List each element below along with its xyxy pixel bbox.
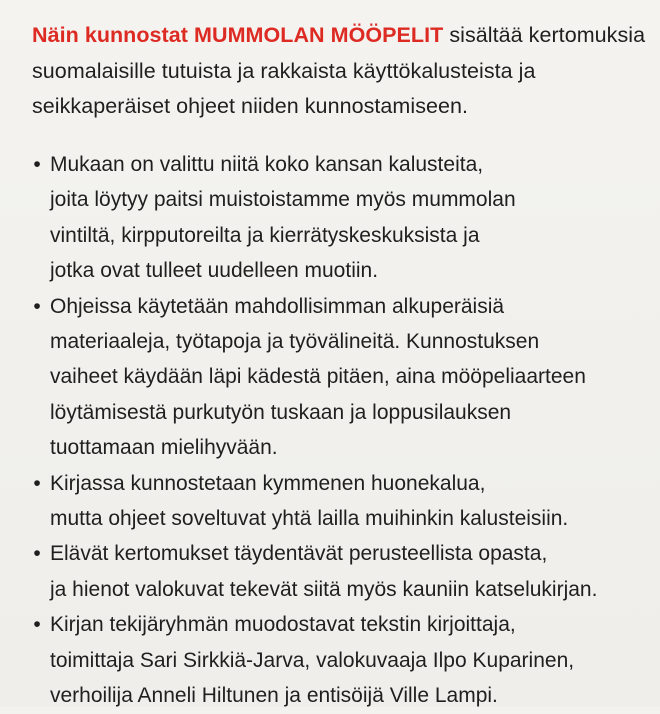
intro-paragraph bbox=[32, 18, 646, 125]
feature-item-text bbox=[50, 466, 652, 537]
feature-item-5 bbox=[32, 607, 652, 713]
feature-item-2 bbox=[32, 289, 652, 466]
intro-lead: Näin kunnostat bbox=[32, 23, 188, 47]
feature-item-text bbox=[50, 147, 652, 289]
feature-item-text bbox=[50, 607, 652, 713]
intro-line-3: seikkaperäiset ohjeet niiden kunnostamiseen. bbox=[32, 94, 469, 118]
feature-list bbox=[32, 147, 652, 714]
feature-item-line: materiaaleja, työtapoja ja työvälineitä. Kunnostuksen bbox=[50, 330, 540, 354]
feature-item-text bbox=[50, 536, 652, 607]
feature-item-line: verhoilija Anneli Hiltunen ja entisöijä Ville Lampi. bbox=[50, 684, 498, 708]
feature-item-4 bbox=[32, 536, 652, 607]
feature-item-3 bbox=[32, 466, 652, 537]
feature-item-line: vaiheet käydään läpi kädestä pitäen, aina mööpeliaarteen bbox=[50, 365, 586, 389]
feature-item-1 bbox=[32, 147, 652, 289]
feature-item-text bbox=[50, 289, 652, 466]
bullet-icon: • bbox=[33, 471, 41, 495]
bullet-icon: • bbox=[33, 153, 41, 176]
intro-line-1 bbox=[32, 18, 646, 54]
feature-item-line: joita löytyy paitsi muistoistamme myös mummolan bbox=[50, 188, 516, 212]
intro-line-2: suomalaisille tutuista ja rakkaista käyttökalusteista ja bbox=[32, 58, 536, 83]
bullet-icon: • bbox=[33, 542, 41, 566]
feature-item-line: Mukaan on valittu niitä koko kansan kalusteita, bbox=[50, 153, 484, 176]
feature-item-line: löytämisestä purkutyön tuskaan ja loppusilauksen bbox=[50, 400, 512, 424]
bullet-icon: • bbox=[33, 613, 41, 637]
feature-item-line: jotka ovat tulleet uudelleen muotiin. bbox=[50, 259, 379, 283]
bullet-icon: • bbox=[33, 294, 41, 318]
feature-item-line: tuottamaan mielihyvään. bbox=[50, 436, 278, 460]
book-title: MUMMOLAN MÖÖPELIT bbox=[194, 23, 444, 47]
feature-item-line: Kirjassa kunnostetaan kymmenen huonekalua, bbox=[50, 471, 486, 495]
feature-item-line: ja hienot valokuvat tekevät siitä myös kauniin katselukirjan. bbox=[50, 577, 598, 601]
feature-item-line: toimittaja Sari Sirkkiä-Jarva, valokuvaaja Ilpo Kuparinen, bbox=[50, 648, 575, 672]
feature-item-line: mutta ohjeet soveltuvat yhtä lailla muihinkin kalusteisiin. bbox=[50, 507, 569, 531]
intro-line-1-rest: sisältää kertomuksia bbox=[449, 23, 646, 47]
feature-item-line: Kirjan tekijäryhmän muodostavat tekstin kirjoittaja, bbox=[50, 613, 516, 637]
feature-item-line: vintiltä, kirpputoreilta ja kierrätyskeskuksista ja bbox=[50, 223, 480, 247]
feature-item-line: Ohjeissa käytetään mahdollisimman alkuperäisiä bbox=[50, 294, 505, 318]
feature-item-line: Elävät kertomukset täydentävät perusteellista opasta, bbox=[50, 542, 548, 566]
